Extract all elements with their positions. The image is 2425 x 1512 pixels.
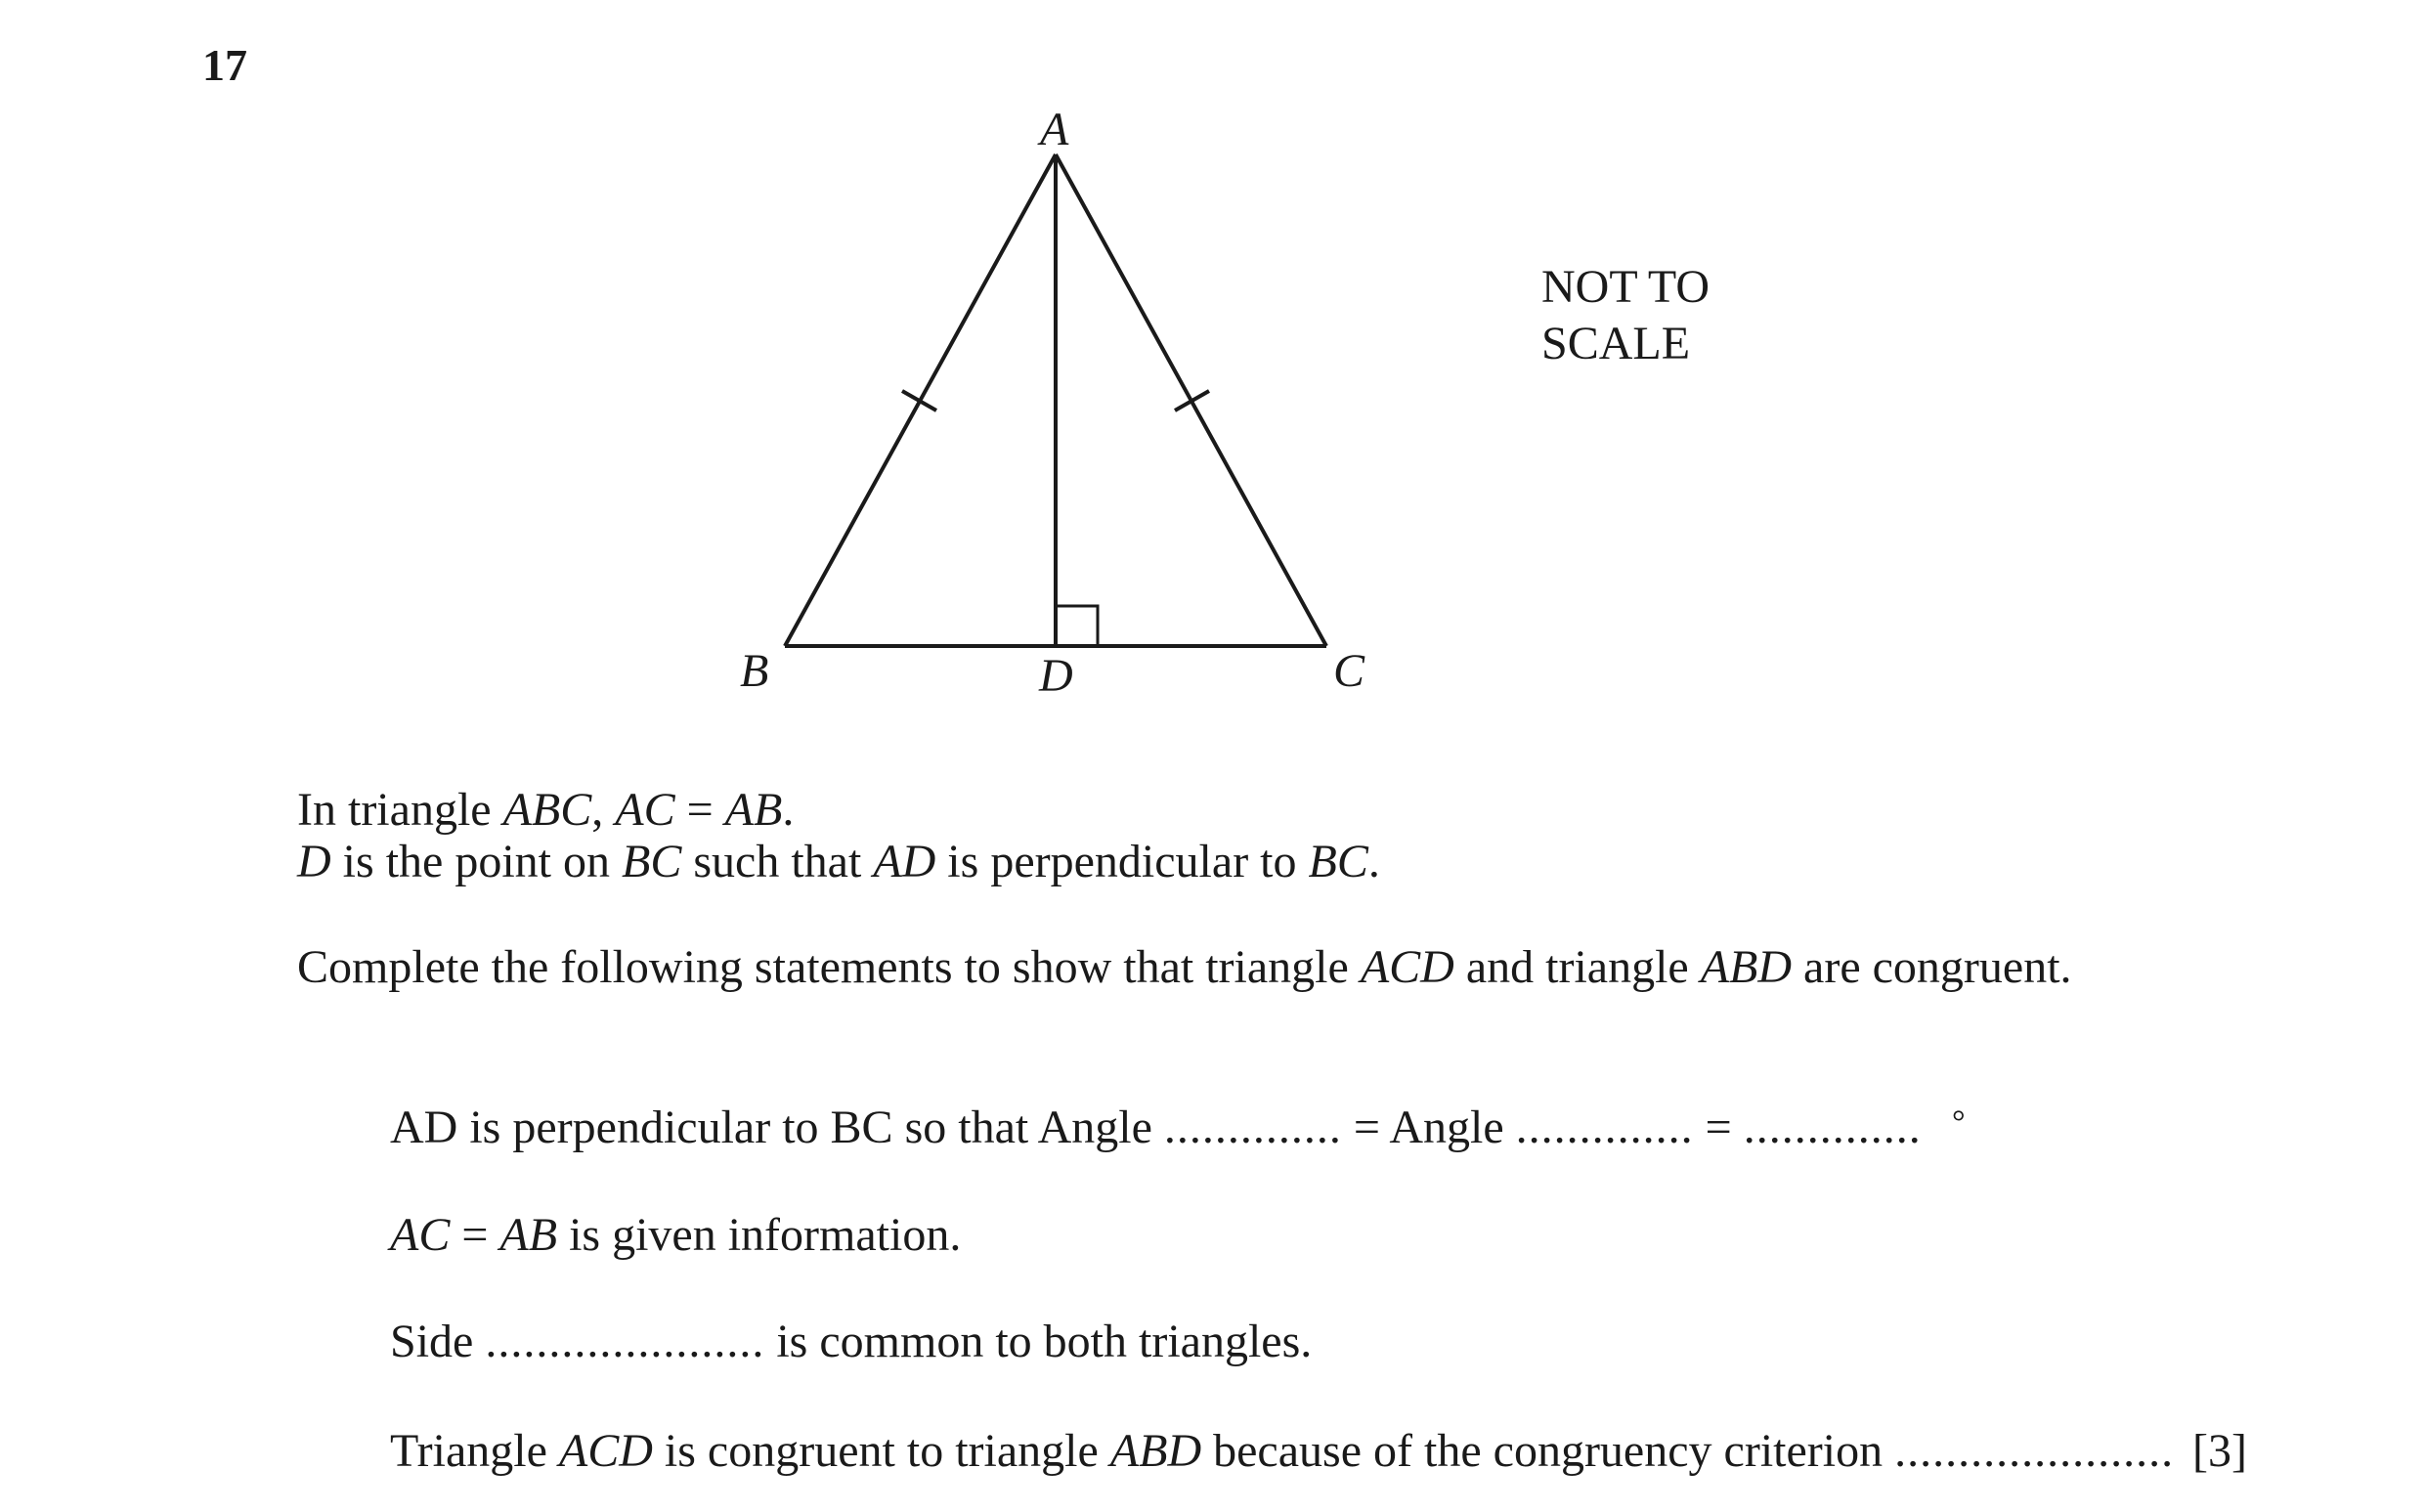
triangle-diagram <box>0 0 2425 743</box>
intro-line-1: In triangle ABC, AC = AB. <box>297 784 795 836</box>
point-label-d: D <box>1039 650 1073 702</box>
degree-symbol: ° <box>1952 1104 1966 1141</box>
note-line-2: SCALE <box>1541 318 1691 369</box>
vertex-label-c: C <box>1333 645 1365 697</box>
intro-line-2: D is the point on BC such that AD is perpendicular to BC. <box>297 836 1380 887</box>
note-line-1: NOT TO <box>1541 261 1710 313</box>
answer-blank-angle-1[interactable]: .............. <box>1163 1102 1342 1153</box>
statement-2: AC = AB is given information. <box>390 1209 962 1261</box>
tick-mark-ac <box>1175 391 1209 410</box>
question-number: 17 <box>202 40 247 90</box>
answer-blank-angle-2[interactable]: .............. <box>1515 1102 1694 1153</box>
not-to-scale-note <box>1541 259 1710 372</box>
vertex-label-b: B <box>740 645 769 697</box>
answer-blank-angle-value[interactable]: .............. <box>1743 1102 1922 1153</box>
vertex-label-a: A <box>1040 104 1069 155</box>
answer-blank-criterion[interactable]: ...................... <box>1894 1425 2175 1477</box>
instruction-text: Complete the following statements to show that triangle ACD and triangle ABD are congruent. <box>297 941 2072 993</box>
statement-1: AD is perpendicular to BC so that Angle .............. = Angle .............. = .............. <box>390 1102 1922 1153</box>
statement-3: Side ...................... is common to both triangles. <box>390 1316 1313 1367</box>
statement-4: Triangle ACD is congruent to triangle ABD because of the congruency criterion ...................... <box>390 1425 2175 1477</box>
right-angle-marker <box>1056 606 1098 646</box>
answer-blank-common-side[interactable]: ...................... <box>485 1316 765 1367</box>
tick-mark-ab <box>902 391 936 410</box>
marks-allocation: [3] <box>2192 1425 2247 1477</box>
